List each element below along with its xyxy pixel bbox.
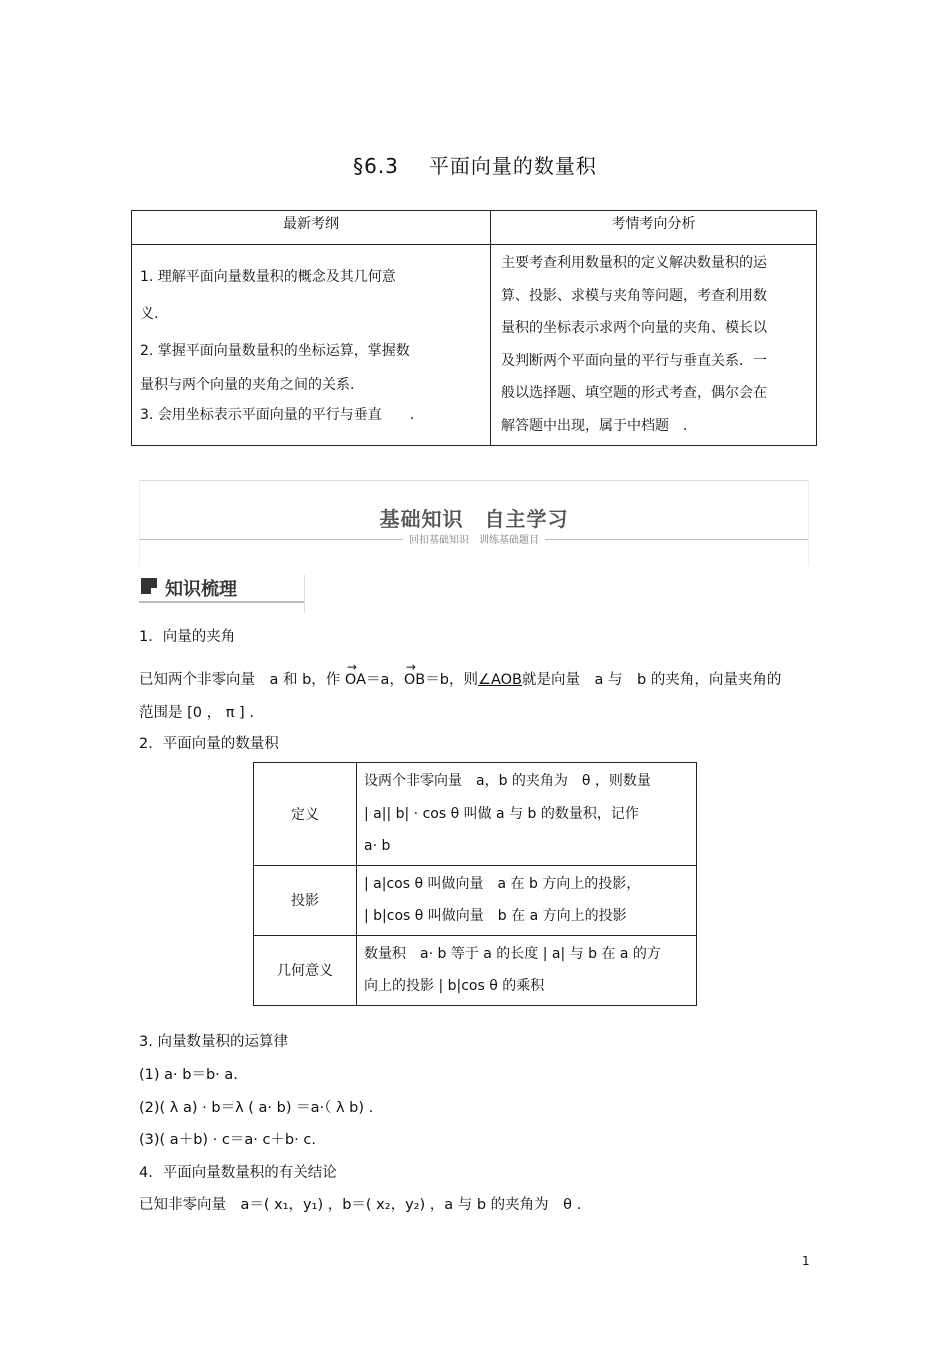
analysis-line: 量积的坐标表示求两个向量的夹角、模长以 <box>501 320 767 336</box>
law-1: (1) a· b＝b· a. <box>139 1067 238 1083</box>
section-name: 平面向量的数量积 <box>428 154 597 178</box>
analysis-line: 主要考查利用数量积的定义解决数量积的运 <box>501 255 767 271</box>
knowledge-heading-text: 知识梳理 <box>165 579 237 600</box>
outline-line: 量积与两个向量的夹角之间的关系. <box>140 377 355 393</box>
def-value: 设两个非零向量 a，b 的夹角为 θ ，则数量 | a|| b| · cos θ 叫做 a 与 b 的数量积，记作 a· b <box>357 763 697 866</box>
section-number: §6.3 <box>353 154 399 178</box>
dot-product-table <box>253 762 697 1006</box>
outline-line: 义. <box>140 306 159 322</box>
item-heading-3: 3. 向量数量积的运算律 <box>139 1034 288 1050</box>
outline-line: 2. 掌握平面向量数量积的坐标运算，掌握数 <box>140 343 410 359</box>
exam-outline-table <box>131 210 817 446</box>
def-key: 投影 <box>254 865 357 935</box>
def-value: | a|cos θ 叫做向量 a 在 b 方向上的投影， | b|cos θ 叫做向量 b 在 a 方向上的投影 <box>357 865 697 935</box>
item-heading-1: 1．向量的夹角 <box>139 629 236 645</box>
item-heading-2: 2．平面向量的数量积 <box>139 736 279 752</box>
outline-line: 1. 理解平面向量数量积的概念及其几何意 <box>140 269 396 285</box>
analysis-line: 解答题中出现，属于中档题 . <box>501 417 688 434</box>
banner-subtitle: 回扣基础知识 训练基础题目 <box>140 531 808 546</box>
def-key: 定义 <box>254 763 357 866</box>
square-bullet-icon <box>141 578 157 594</box>
angle-definition: 已知两个非零向量 a 和 b，作 → OA＝a，→ OB＝b，则∠AOB就是向量 a 与 b 的夹角，向量夹角的 <box>139 668 781 689</box>
page-title <box>0 150 950 179</box>
page-number: 1 <box>802 1254 810 1268</box>
def-value: 数量积 a· b 等于 a 的长度 | a| 与 b 在 a 的方 向上的投影 | b|cos θ 的乘积 <box>357 935 697 1005</box>
law-2: (2)( λ a) · b＝λ ( a· b) ＝a·（ λ b) . <box>139 1100 374 1116</box>
angle-aob: ∠AOB <box>477 672 523 688</box>
analysis-line: 及判断两个平面向量的平行与垂直关系．一 <box>501 352 767 369</box>
knowledge-heading <box>139 575 305 613</box>
exam-header-right: 考情考向分析 <box>491 211 817 245</box>
law-3: (3)( a＋b) · c＝a· c＋b· c. <box>139 1132 316 1148</box>
exam-right-cell <box>491 245 817 446</box>
analysis-line: 算、投影、求模与夹角等问题，考查利用数 <box>501 287 767 304</box>
exam-header-left: 最新考纲 <box>132 211 491 245</box>
conclusion-setup: 已知非零向量 a＝( x₁，y₁) ，b＝( x₂，y₂) ，a 与 b 的夹角为 θ . <box>139 1197 582 1213</box>
vector-oa: → OA <box>345 672 366 688</box>
section-banner <box>139 480 809 566</box>
vector-ob: → OB <box>404 672 425 688</box>
angle-range: 范围是 [0 ， π ] . <box>139 705 254 721</box>
banner-title: 基础知识 自主学习 <box>379 507 569 531</box>
item-heading-4: 4．平面向量数量积的有关结论 <box>139 1165 337 1181</box>
exam-left-cell <box>132 245 491 446</box>
def-key: 几何意义 <box>254 935 357 1005</box>
analysis-line: 般以选择题、填空题的形式考查，偶尔会在 <box>501 385 767 401</box>
heading-underline <box>139 601 304 603</box>
outline-line: 3. 会用坐标表示平面向量的平行与垂直 . <box>140 407 415 423</box>
